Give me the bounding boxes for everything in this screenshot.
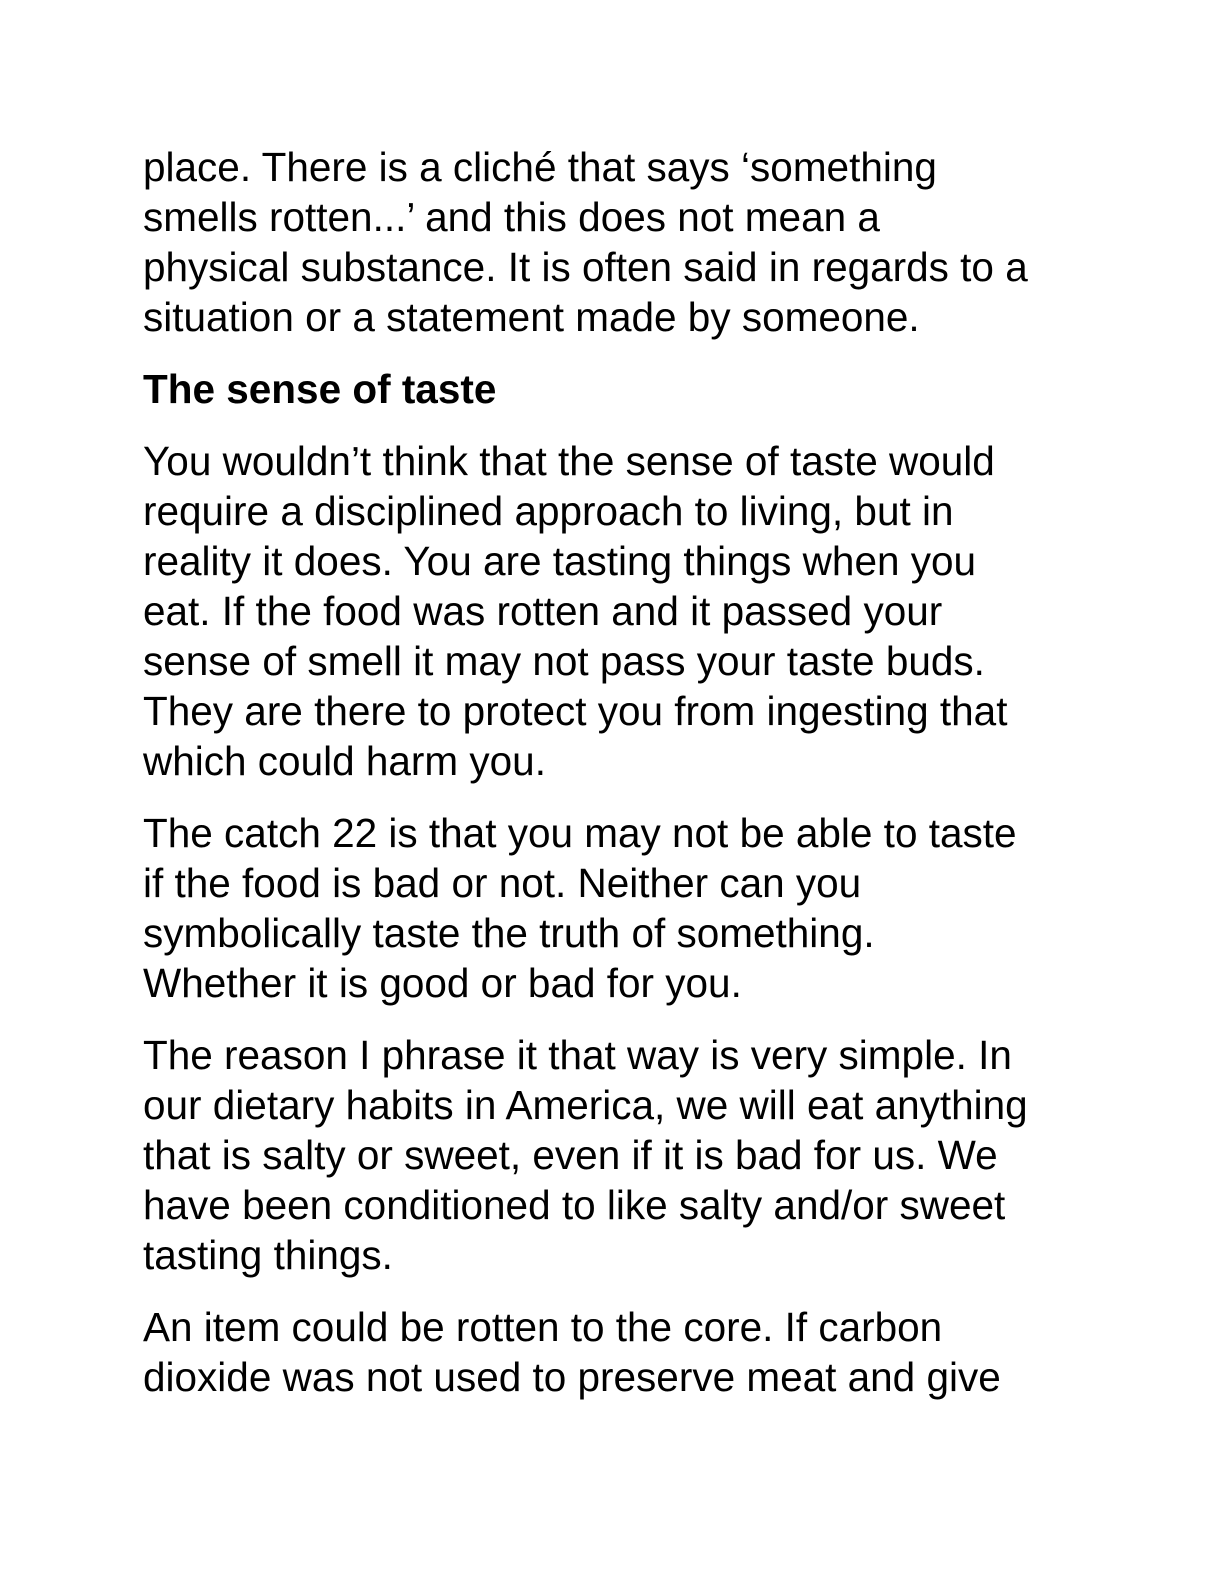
text-line: You wouldn’t think that the sense of taste would <box>143 438 995 484</box>
text-line: eat. If the food was rotten and it passed your <box>143 588 943 634</box>
paragraph-taste-intro <box>143 436 1083 786</box>
text-line: sense of smell it may not pass your taste buds. <box>143 638 985 684</box>
paragraph-intro <box>143 142 1083 342</box>
text-line: The reason I phrase it that way is very simple. In <box>143 1032 1012 1078</box>
document-body <box>143 142 1083 1424</box>
text-line: have been conditioned to like salty and/or sweet <box>143 1182 1006 1228</box>
paragraph-catch-22 <box>143 808 1083 1008</box>
text-line: The catch 22 is that you may not be able to taste <box>143 810 1017 856</box>
text-line: dioxide was not used to preserve meat and give <box>143 1354 1001 1400</box>
text-line: symbolically taste the truth of something. <box>143 910 875 956</box>
text-line: tasting things. <box>143 1232 393 1278</box>
text-line: situation or a statement made by someone. <box>143 294 920 340</box>
text-line: Whether it is good or bad for you. <box>143 960 742 1006</box>
text-line: An item could be rotten to the core. If carbon <box>143 1304 943 1350</box>
text-line: They are there to protect you from ingesting that <box>143 688 1008 734</box>
text-line: that is salty or sweet, even if it is bad for us. We <box>143 1132 998 1178</box>
paragraph-dietary-habits <box>143 1030 1083 1280</box>
text-line: reality it does. You are tasting things when you <box>143 538 977 584</box>
text-line: place. There is a cliché that says ‘something <box>143 144 937 190</box>
text-line: physical substance. It is often said in regards to a <box>143 244 1028 290</box>
paragraph-rotten-core <box>143 1302 1083 1402</box>
text-line: our dietary habits in America, we will eat anything <box>143 1082 1028 1128</box>
text-line: if the food is bad or not. Neither can you <box>143 860 862 906</box>
text-line: which could harm you. <box>143 738 546 784</box>
text-line: smells rotten...’ and this does not mean a <box>143 194 880 240</box>
text-line: require a disciplined approach to living, but in <box>143 488 954 534</box>
section-heading: The sense of taste <box>143 366 497 412</box>
